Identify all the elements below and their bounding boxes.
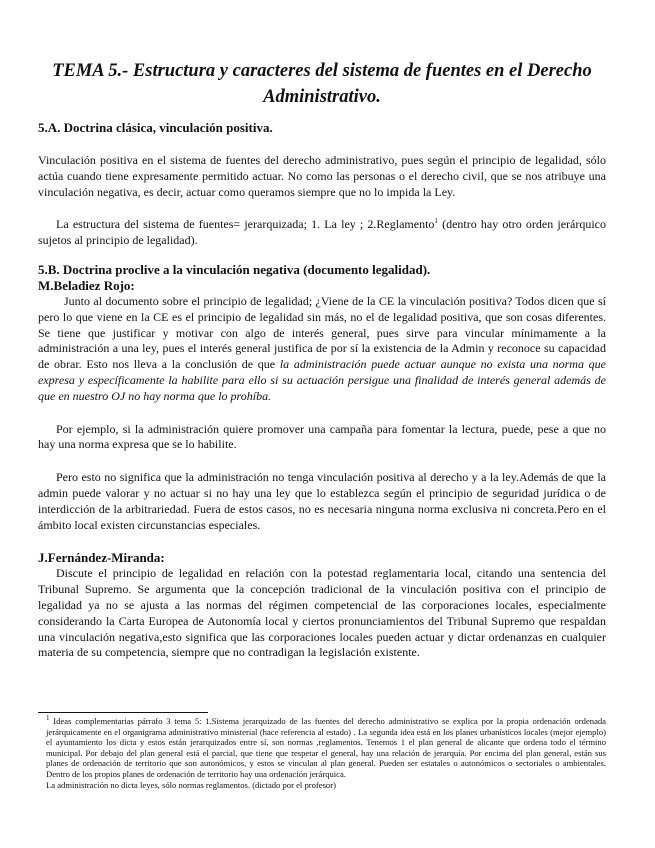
footnote-separator (38, 712, 208, 713)
paragraph-text: Junto al documento sobre el principio de legalidad; ¿Viene de la CE la vinculación positiva? Todos dicen que sí pero lo que viene en la CE es el principio de legalidad sin más, no el de legalidad positiva, que son cosas diferentes. Se tiene que justificar y motivar con algo de interés general, pues sirve para vincular mínimamente a la administración a una ley, pues el interés general justifica de por sí la existencia de la Admin y reconoce su capacidad de obrar. Esto nos lleva a la conclusión de que (38, 293, 606, 372)
footnote-marker: 1 (46, 714, 50, 723)
author-fernandez-miranda: J.Fernández-Miranda: (38, 550, 165, 566)
paragraph-text: La estructura del sistema de fuentes= jerarquizada; 1. La ley ; 2.Reglamento (56, 217, 435, 232)
section-a-paragraph-2 (38, 217, 606, 249)
italic-conclusion: la administración puede actuar aunque no exista una norma que expresa y específicamente la habilite para ello si su actuación persigue una finalidad de interés general además de que en nuestro OJ no hay norma que lo prohíba. (38, 357, 606, 403)
section-b-paragraph-4: Discute el principio de legalidad en relación con la potestad reglamentaria local, citando una sentencia del Tribunal Supremo. Se argumenta que la concepción tradicional de la vinculación positiva con el principio de legalidad ya no se ajusta a las normas del régimen competencial de las corporaciones locales, especialmente considerando la Carta Europea de Autonomía local y ciertos pronunciamientos del Tribunal Supremo que respaldan una vinculación negativa,esto significa que las corporaciones locales pueden actuar y dictar ordenanzas en cualquier materia de su competencia, siempre que no contradigan la legislación existente. (38, 566, 606, 660)
paragraph-text: (dentro hay otro orden jerárquico sujetos al principio de legalidad). (38, 217, 607, 248)
page-title: TEMA 5.- Estructura y caracteres del sistema de fuentes en el Derecho Administrativo. (52, 61, 592, 107)
section-a-paragraph-1: Vinculación positiva en el sistema de fuentes del derecho administrativo, pues según el principio de legalidad, sólo actúa cuando tiene expresamente permitido actuar. No como las personas o el derecho civil, que se nos atribuye una vinculación negativa, es decir, actuar como queramos siempre que no lo impida la Ley. (38, 153, 606, 199)
section-b-paragraph-3: Pero esto no significa que la administración no tenga vinculación positiva al derecho y a la ley.Además de que la admin puede valorar y no actuar si no hay una ley que lo establezca según el principio de seguridad jurídica o de interdicción de la arbitrariedad. Fuera de estos casos, no es necesaria ninguna norma exclusiva ni concreta.Pero en el ámbito local existen circunstancias especiales. (38, 470, 606, 532)
footnote-text: Ideas complementarias párrafo 3 tema 5: 1.Sistema jerarquizado de las fuentes del derecho administrativo se explica por la propia ordenación ordenada jerárquicamente en el organigrama administrativo ministerial (hace referencia al estado) . La segunda idea está en los planes urbanísticos locales (mejor ejemplo) el ayuntamiento los dicta y estos están jerarquizados entre sí, son normas ,reglamentos. Tenemos 1 el plan general de alicante que ordena todo el término municipal. Por debajo del plan general está el parcial, que tiene que respetar el general, hay una relación de jerarquía. Por encima del plan general, están sus planes de ordenación de territorio que son autonómicos, y estos se vinculan al plan general. Pueden ser estatales o autonómicos o sectoriales o ambientales. Dentro de los propios planes de ordenación de territorio hay una ordenación jerárquica. (46, 716, 606, 779)
section-b-paragraph-2: Por ejemplo, si la administración quiere promover una campaña para fomentar la lectura, puede, pese a que no hay una norma expresa que se lo habilite. (38, 421, 606, 452)
section-a-heading: 5.A. Doctrina clásica, vinculación positiva. (38, 120, 273, 135)
footnote (46, 716, 606, 790)
section-b-heading: 5.B. Doctrina proclive a la vinculación negativa (documento legalidad). (38, 261, 431, 277)
document-page (38, 58, 606, 661)
footnote-closing: La administración no dicta leyes, sólo normas reglamentos. (dictado por el profesor) (46, 779, 336, 790)
footnote-ref[interactable]: 1 (434, 217, 438, 226)
footnote-body (46, 716, 606, 780)
section-b-paragraph-1 (38, 294, 606, 405)
author-beladiez: M.Beladiez Rojo: (38, 277, 135, 293)
